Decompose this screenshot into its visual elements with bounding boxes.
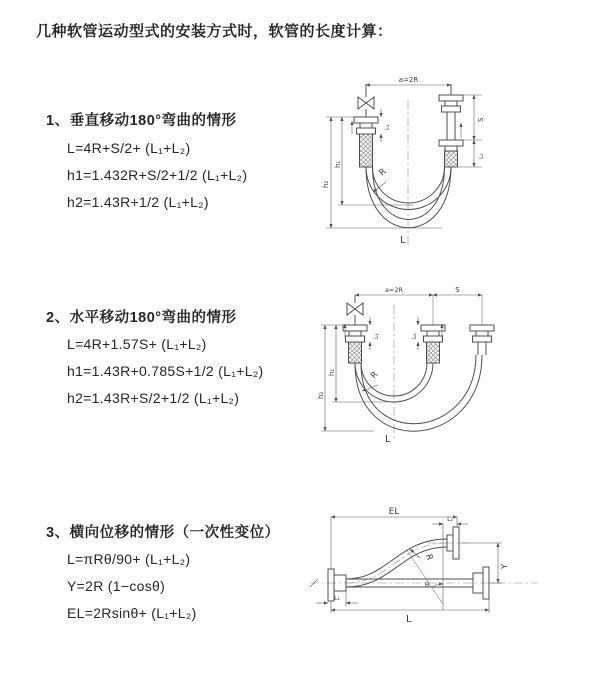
d2-length-label: L bbox=[385, 434, 391, 445]
d2-dim-a-label: a=2R bbox=[384, 286, 404, 294]
dimensions bbox=[317, 286, 482, 445]
left-pipe-assembly bbox=[354, 84, 378, 167]
valve-icon bbox=[358, 97, 374, 109]
d1-dim-l2-label: L₂ bbox=[478, 153, 485, 159]
flange bbox=[439, 140, 463, 146]
section2-formula-h1: h1=1.43R+0.785S+1/2 (L₁+L₂) bbox=[67, 363, 264, 379]
flange bbox=[343, 325, 367, 331]
section1-formula-h1: h1=1.432R+S/2+1/2 (L₁+L₂) bbox=[67, 167, 248, 183]
section1-formula-h2: h2=1.43R+1/2 (L₁+L₂) bbox=[67, 194, 209, 210]
section3-formula-EL: EL=2Rsinθ+ (L₁+L₂) bbox=[67, 605, 197, 621]
braided-hose-section bbox=[349, 342, 362, 363]
right-pipe-assembly bbox=[439, 84, 463, 167]
section2-formula-L: L=4R+1.57S+ (L₁+L₂) bbox=[67, 336, 207, 352]
d1-dim-l1-label: L₁ bbox=[384, 124, 391, 130]
d3-dim-y-label: Y bbox=[500, 564, 509, 569]
d3-dim-l1-label: L₁ bbox=[334, 595, 340, 602]
d2-dim-s-label: S bbox=[455, 286, 460, 294]
flange bbox=[470, 325, 494, 331]
hose-u-bend bbox=[366, 167, 451, 228]
d1-dim-h2-label: h₂ bbox=[322, 180, 330, 188]
d2-dim-l1-label: L₁ bbox=[373, 333, 380, 339]
section2-heading: 2、水平移动180°弯曲的情形 bbox=[46, 310, 237, 326]
d2-radius-label: R bbox=[369, 369, 381, 382]
braided-hose-section bbox=[360, 134, 373, 167]
hose-u-bends bbox=[355, 355, 482, 431]
right-pipe-assembly bbox=[470, 295, 494, 355]
section3-formula-Y: Y=2R (1−cosθ) bbox=[67, 578, 166, 594]
flange bbox=[439, 95, 463, 101]
diagram-vertical-180-bend bbox=[314, 72, 496, 252]
section1-heading: 1、垂直移动180°弯曲的情形 bbox=[46, 113, 237, 129]
section1-formula-L: L=4R+S/2+ (L₁+L₂) bbox=[67, 140, 191, 156]
section2-formula-h2: h2=1.43R+S/2+1/2 (L₁+L₂) bbox=[67, 390, 240, 406]
d3-dim-el-label: EL bbox=[388, 507, 400, 517]
diagram-horizontal-180-bend bbox=[314, 281, 502, 447]
d1-radius-label: R bbox=[377, 166, 389, 179]
d2-dim-l2-label: L₂ bbox=[411, 333, 418, 339]
section3-formula-L: L=πRθ/90+ (L₁+L₂) bbox=[67, 551, 191, 567]
d1-dim-a-label: a=2R bbox=[398, 76, 419, 84]
braided-hose-section bbox=[427, 342, 440, 363]
braided-hose-section bbox=[445, 151, 458, 167]
page-title: 几种软管运动型式的安装方式时，软管的长度计算： bbox=[36, 23, 393, 40]
hose-s-curve-displaced bbox=[346, 527, 459, 587]
d2-dim-h2-label: h₂ bbox=[317, 391, 325, 399]
d1-length-label: L bbox=[400, 235, 406, 246]
left-pipe-assembly bbox=[343, 295, 367, 363]
dimensions bbox=[316, 507, 509, 625]
middle-pipe-assembly bbox=[421, 295, 445, 363]
flange bbox=[421, 325, 445, 331]
section3-heading: 3、横向位移的情形（一次性变位） bbox=[46, 525, 280, 541]
d3-angle-label: θ bbox=[425, 581, 429, 589]
flange-plate bbox=[328, 569, 334, 601]
flange bbox=[354, 117, 378, 123]
d3-length-label: L bbox=[406, 614, 412, 625]
d2-dim-h1-label: h₁ bbox=[328, 368, 336, 376]
valve-icon bbox=[347, 303, 363, 315]
d3-dim-l2-label: L₂ bbox=[447, 516, 453, 523]
d1-dim-s-label: S bbox=[477, 117, 485, 122]
d3-radius-label: R bbox=[423, 553, 435, 562]
diagram-lateral-displacement bbox=[308, 503, 550, 627]
d1-dim-h1-label: h₁ bbox=[334, 160, 342, 168]
